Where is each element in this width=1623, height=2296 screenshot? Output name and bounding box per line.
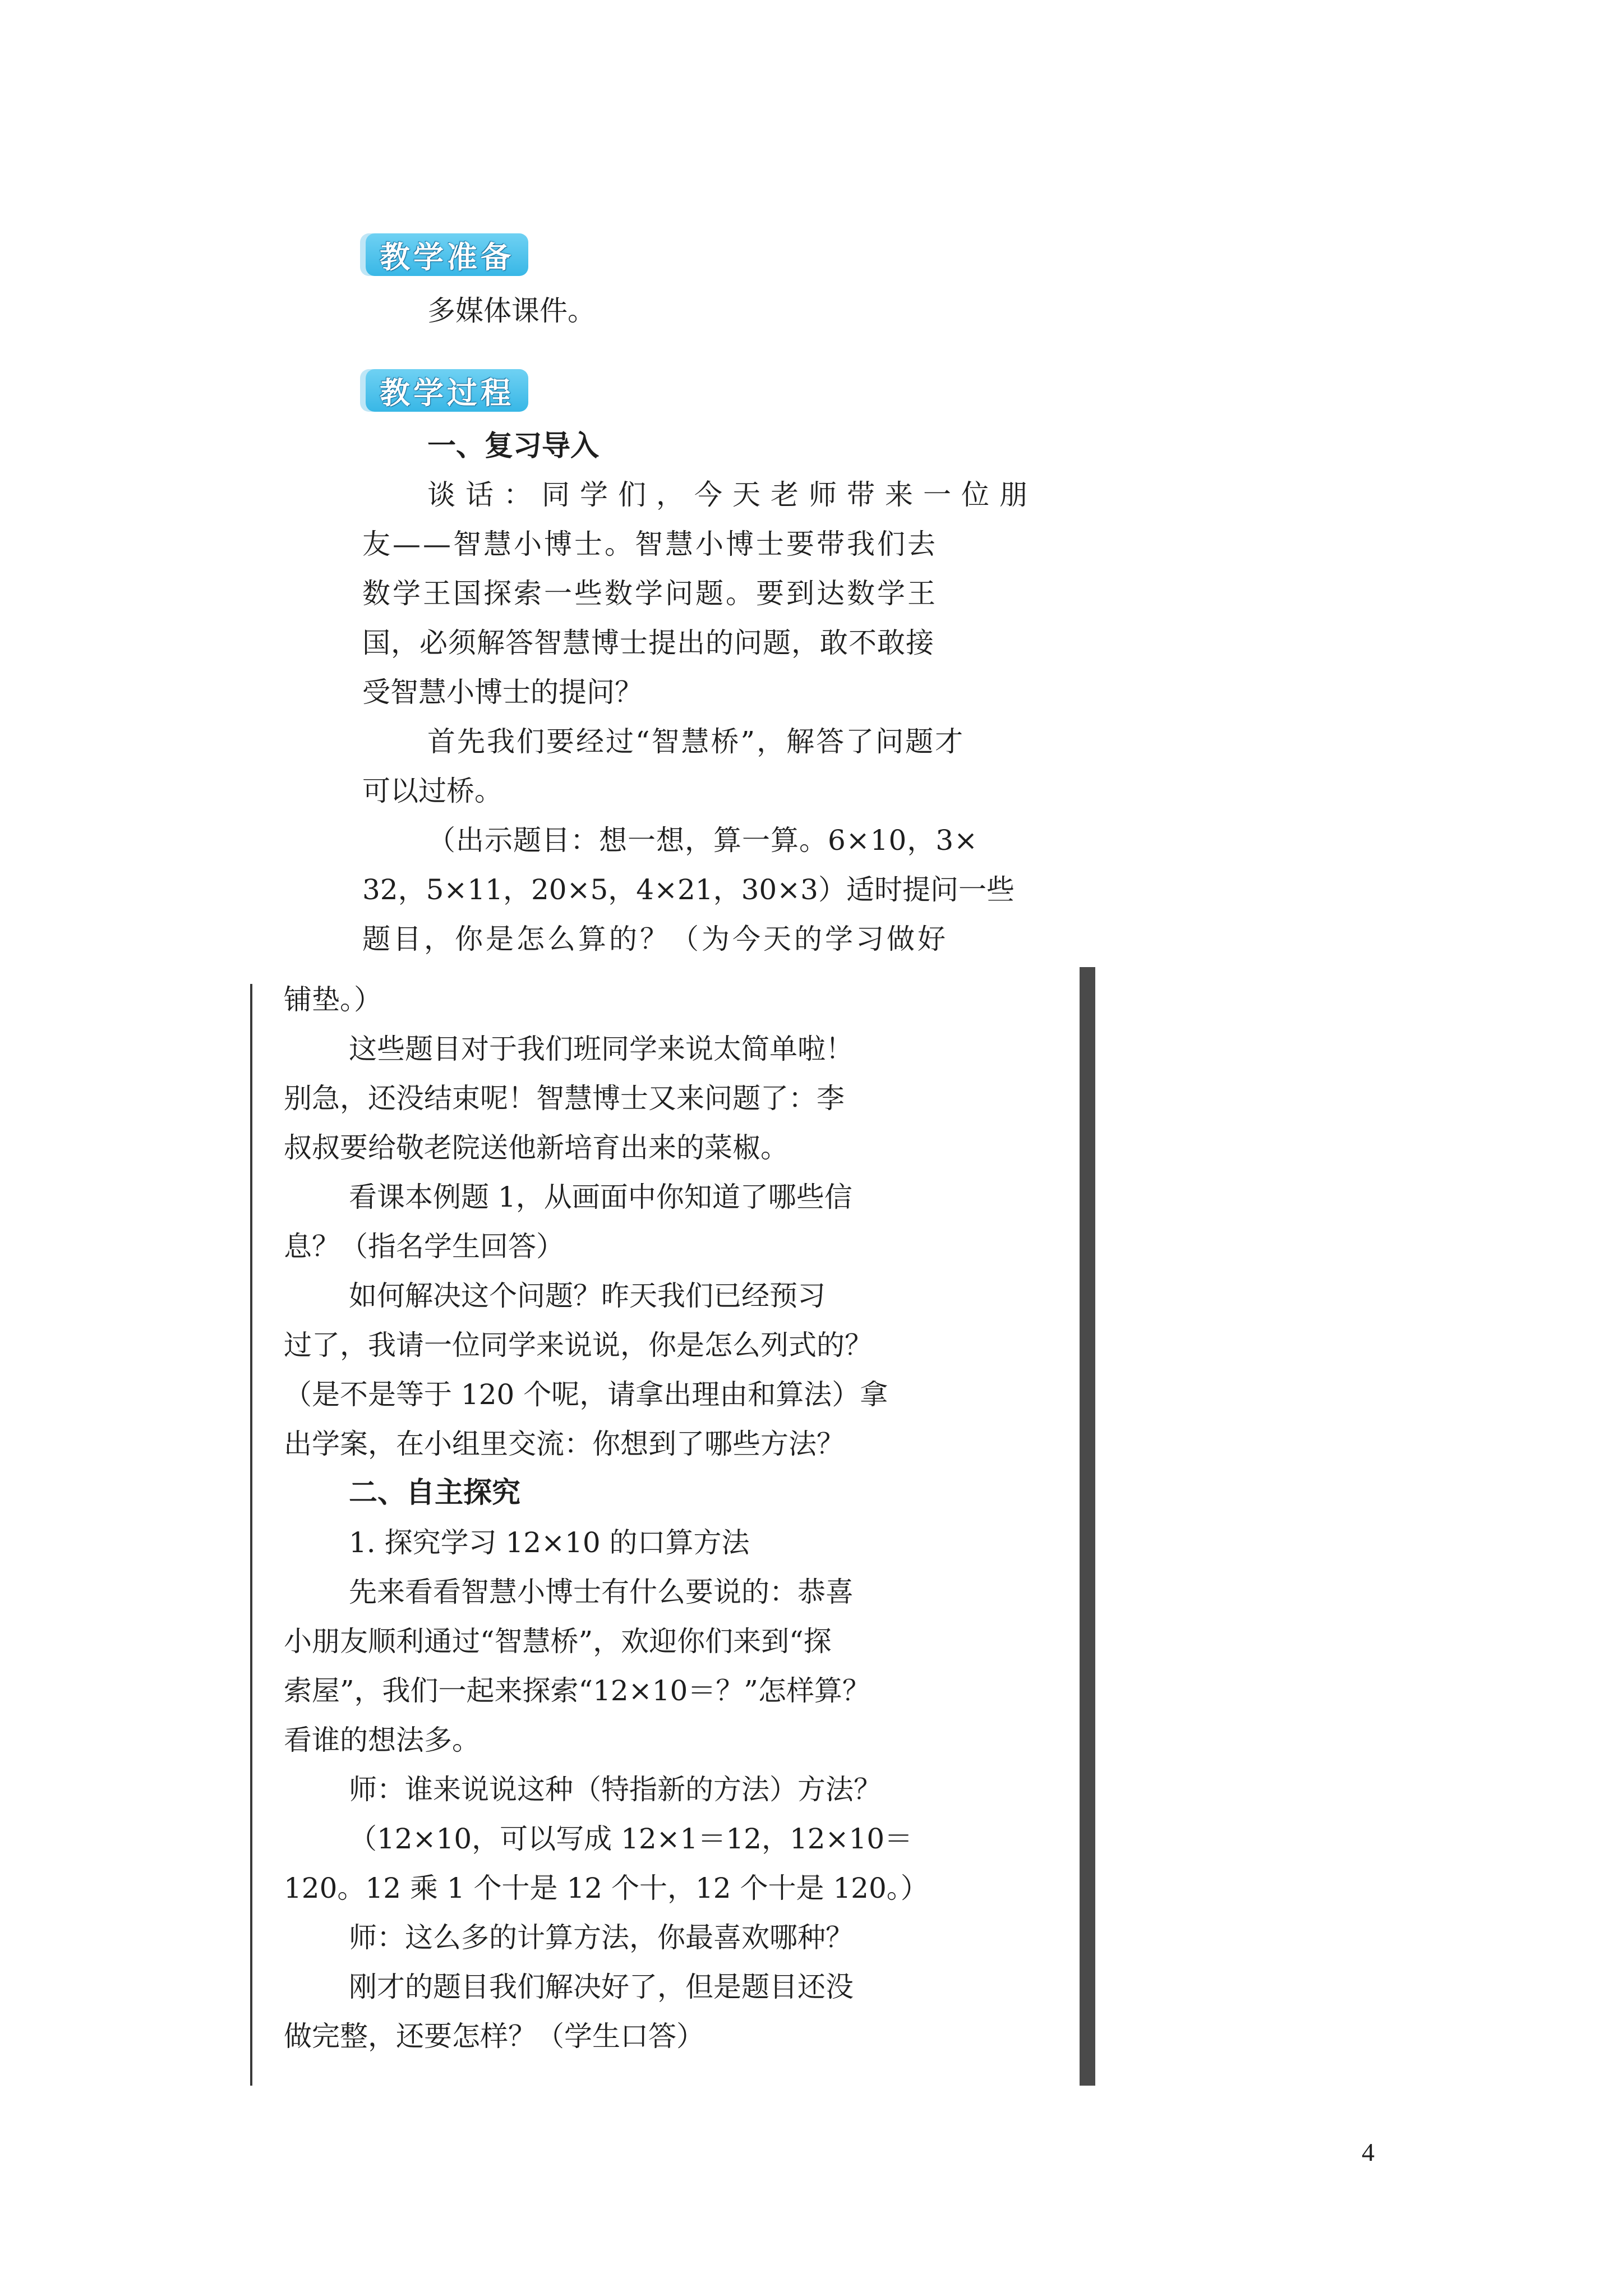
- text-line: 谈话：同学们，今天老师带来一位朋: [427, 478, 1038, 511]
- page-number: 4: [1362, 2138, 1375, 2166]
- text-line: 息？（指名学生回答）: [284, 1230, 564, 1263]
- text-line: 过了，我请一位同学来说说，你是怎么列式的？: [284, 1329, 873, 1361]
- text-line: 刚才的题目我们解决好了，但是题目还没: [349, 1971, 854, 2003]
- text-line: 小朋友顺利通过“智慧桥”，欢迎你们来到“探: [284, 1625, 832, 1658]
- text-line: （是不是等于 120 个呢，请拿出理由和算法）拿: [284, 1378, 888, 1411]
- text-line: 可以过桥。: [362, 775, 502, 807]
- text-line: 师：这么多的计算方法，你最喜欢哪种？: [349, 1921, 854, 1954]
- text-line: 看谁的想法多。: [284, 1724, 480, 1756]
- text-line: 32，5×11，20×5，4×21，30×3）适时提问一些: [362, 873, 1015, 906]
- text-line: 这些题目对于我们班同学来说太简单啦！: [349, 1033, 854, 1065]
- left-border-rule: [250, 984, 252, 2086]
- text-line: 友——智慧小博士。智慧小博士要带我们去: [362, 528, 938, 560]
- teaching-prep-badge: [366, 233, 528, 276]
- heading-self-inquiry: 二、自主探究: [349, 1476, 521, 1510]
- text-line: 如何解决这个问题？昨天我们已经预习: [349, 1280, 826, 1312]
- text-line: 索屋”，我们一起来探索“12×10＝？”怎样算？: [284, 1674, 870, 1707]
- text-line: 做完整，还要怎样？（学生口答）: [284, 2020, 704, 2053]
- text-line: 首先我们要经过“智慧桥”，解答了问题才: [427, 725, 965, 758]
- heading-review-intro: 一、复习导入: [427, 430, 600, 463]
- text-line: 别急，还没结束呢！智慧博士又来问题了：李: [284, 1082, 845, 1115]
- text-line: （12×10，可以写成 12×1＝12，12×10＝: [349, 1823, 913, 1855]
- text-line: 看课本例题 1，从画面中你知道了哪些信: [349, 1181, 852, 1213]
- text-line: （出示题目：想一想，算一算。6×10，3×: [427, 824, 979, 857]
- text-line: 题目，你是怎么算的？（为今天的学习做好: [362, 923, 948, 955]
- teaching-process-badge: [366, 369, 528, 412]
- right-border-bar: [1080, 967, 1095, 2086]
- teaching-process-label: 教学过程: [380, 375, 514, 411]
- text-line: 受智慧小博士的提问？: [362, 676, 643, 708]
- subheading-mental-math: 1. 探究学习 12×10 的口算方法: [349, 1526, 750, 1559]
- text-line: 出学案，在小组里交流：你想到了哪些方法？: [284, 1428, 845, 1460]
- text-line: 叔叔要给敬老院送他新培育出来的菜椒。: [284, 1131, 789, 1164]
- prep-text: 多媒体课件。: [427, 295, 596, 327]
- text-line: 数学王国探索一些数学问题。要到达数学王: [362, 577, 938, 610]
- text-line: 先来看看智慧小博士有什么要说的：恭喜: [349, 1576, 854, 1608]
- teaching-prep-label: 教学准备: [380, 239, 514, 275]
- text-line: 铺垫。）: [284, 983, 382, 1016]
- text-line: 国，必须解答智慧博士提出的问题，敢不敢接: [362, 627, 934, 659]
- text-line: 120。12 乘 1 个十是 12 个十，12 个十是 120。）: [284, 1872, 929, 1904]
- text-line: 师：谁来说说这种（特指新的方法）方法？: [349, 1773, 882, 1806]
